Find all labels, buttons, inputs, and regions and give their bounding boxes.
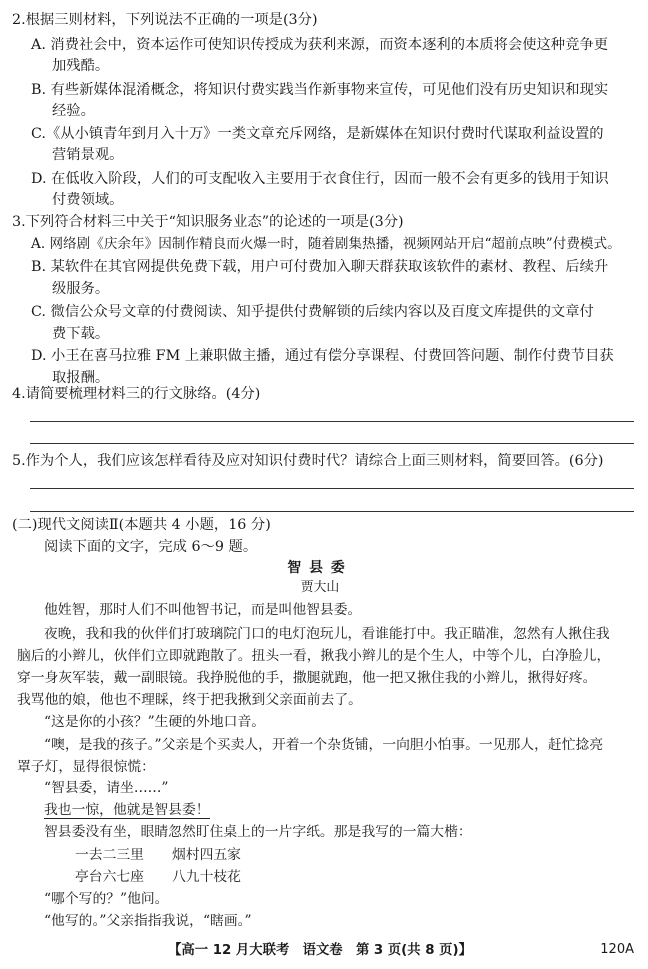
q4-answer-line-2[interactable]	[30, 443, 634, 444]
q4-answer-line-1[interactable]	[30, 421, 634, 422]
question-2-stem: 2.根据三则材料，下列说法不正确的一项是(3分)	[12, 12, 318, 28]
q3-option-a: A. 网络剧《庆余年》因制作精良而火爆一时，随着剧集热播，视频网站开启“超前点映”付费模式。	[31, 236, 621, 252]
q2-option-b-cont: 经验。	[52, 103, 95, 119]
article-paragraph-4-line-1: “噢，是我的孩子。”父亲是个买卖人，开着一个杂货铺，一向胆小怕事。一见那人，赶忙捻亮	[44, 737, 604, 753]
q3-option-b: B. 某软件在其官网提供免费下载，用户可付费加入聊天群获取该软件的素材、教程、后续升	[31, 259, 609, 275]
q3-option-b-cont: 级服务。	[52, 281, 110, 297]
poem-line-1-b: 烟村四五家	[171, 847, 241, 863]
poem-line-1	[75, 845, 241, 865]
q2-option-a-cont: 加残酷。	[52, 58, 110, 74]
question-4-stem: 4.请简要梳理材料三的行文脉络。(4分)	[12, 386, 261, 402]
q2-option-c: C.《从小镇青年到月入十万》一类文章充斥网络，是新媒体在知识付费时代谋取利益设置的	[31, 126, 604, 142]
page-footer: 【高一 12 月大联考 语文卷 第 3 页(共 8 页)】	[168, 942, 472, 958]
underlined-sentence: 我也一惊，他就是智县委！	[44, 802, 210, 818]
q3-option-d-cont: 取报酬。	[52, 370, 110, 386]
question-5-stem: 5.作为个人，我们应该怎样看待及应对知识付费时代？请综合上面三则材料，简要回答。(6分)	[12, 453, 604, 469]
article-paragraph-7: 智县委没有坐，眼睛忽然盯住桌上的一片字纸。那是我写的一篇大楷：	[44, 824, 472, 840]
article-paragraph-5: “智县委，请坐……”	[44, 780, 169, 796]
q2-option-b: B. 有些新媒体混淆概念，将知识付费实践当作新事物来宣传，可见他们没有历史知识和现实	[31, 82, 609, 98]
article-paragraph-2-line-2: 脑后的小辫儿，伙伴们立即就跑散了。扭头一看，揪我小辫儿的是个生人，中等个儿，白净脸儿，	[17, 648, 611, 664]
q2-option-c-cont: 营销景观。	[52, 147, 124, 163]
article-paragraph-9: “他写的。”父亲指指我说，“瞎画。”	[44, 913, 252, 929]
poem-line-2	[75, 867, 241, 887]
poem-line-2-a: 亭台六七座	[75, 869, 144, 885]
article-paragraph-4-line-2: 罩子灯，显得很惊慌：	[17, 759, 155, 775]
article-paragraph-2-line-1: 夜晚，我和我的伙伴们打玻璃院门口的电灯泡玩儿，看谁能打中。我正瞄准，忽然有人揪住我	[44, 626, 610, 642]
poem-line-2-b: 八九十枝花	[171, 869, 241, 885]
q2-option-a: A. 消费社会中，资本运作可使知识传授成为获利来源，而资本逐利的本质将会使这种竞争更	[31, 37, 608, 53]
q5-answer-line-1[interactable]	[30, 488, 634, 489]
q2-option-d: D. 在低收入阶段，人们的可支配收入主要用于衣食住行，因而一般不会有更多的钱用于知识	[31, 171, 609, 187]
article-paragraph-6	[44, 800, 210, 820]
article-title: 智县委	[287, 560, 353, 576]
q3-option-c: C. 微信公众号文章的付费阅读、知乎提供付费解锁的后续内容以及百度文库提供的文章付	[31, 304, 594, 320]
section-2-instruction: 阅读下面的文字，完成 6～9 题。	[44, 539, 258, 555]
section-2-heading: (二)现代文阅读Ⅱ(本题共 4 小题，16 分)	[12, 517, 271, 533]
q2-option-d-cont: 付费领域。	[52, 192, 124, 208]
article-author: 贾大山	[300, 580, 340, 595]
paper-code: 120A	[600, 942, 634, 957]
q3-option-d: D. 小王在喜马拉雅 FM 上兼职做主播，通过有偿分享课程、付费回答问题、制作付费节目获	[31, 348, 614, 364]
article-paragraph-2-line-4: 我骂他的娘，他也不理睬，终于把我揪到父亲面前去了。	[17, 692, 362, 708]
poem-line-1-a: 一去二三里	[75, 847, 144, 863]
article-paragraph-2-line-3: 穿一身灰军装，戴一副眼镜。我挣脱他的手，撒腿就跑，他一把又揪住我的小辫儿，揪得好疼。	[17, 670, 597, 686]
article-paragraph-8: “哪个写的？”他问。	[44, 891, 169, 907]
q5-answer-line-2[interactable]	[30, 511, 634, 512]
question-3-stem: 3.下列符合材料三中关于“知识服务业态”的论述的一项是(3分)	[12, 214, 404, 230]
q3-option-c-cont: 费下载。	[52, 326, 110, 342]
article-paragraph-3: “这是你的小孩？”生硬的外地口音。	[44, 714, 266, 730]
article-paragraph-1: 他姓智，那时人们不叫他智书记，而是叫他智县委。	[44, 602, 362, 618]
